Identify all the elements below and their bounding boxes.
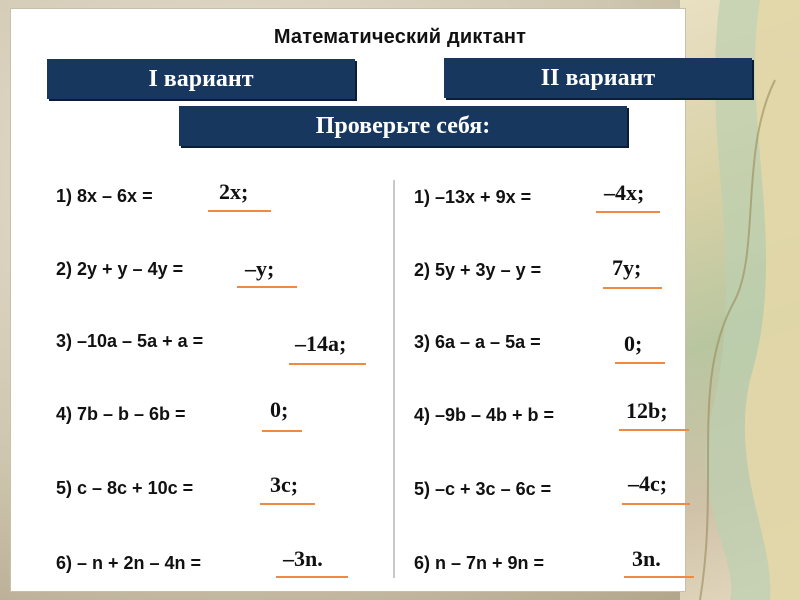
left-expr-6: 6) – n + 2n – 4n = — [56, 553, 202, 573]
right-answer-4: 12b; — [626, 398, 668, 423]
left-answer-line-4 — [262, 430, 302, 432]
left-expr-5: 5) c – 8c + 10c = — [56, 478, 194, 498]
right-answer-line-1 — [596, 211, 660, 213]
left-answer-1: 2x; — [219, 179, 249, 204]
variant-1-banner: I вариант — [47, 59, 355, 99]
variant-2-banner: II вариант — [444, 58, 752, 98]
left-answer-5: 3c; — [270, 472, 299, 497]
right-answer-5: –4c; — [628, 471, 668, 496]
right-answer-line-2 — [603, 287, 662, 289]
left-answer-line-3 — [289, 363, 366, 365]
right-expr-2: 2) 5y + 3y – y = — [414, 260, 542, 280]
right-answer-2: 7y; — [612, 255, 642, 280]
right-answer-3: 0; — [624, 331, 643, 356]
right-expr-6: 6) n – 7n + 9n = — [414, 553, 545, 573]
left-answer-2: –y; — [245, 256, 275, 281]
right-expr-3: 3) 6a – a – 5a = — [414, 332, 541, 352]
right-answer-1: –4x; — [604, 180, 645, 205]
left-answer-3: –14a; — [295, 331, 347, 356]
right-answer-line-4 — [619, 429, 689, 431]
left-expr-3: 3) –10a – 5a + a = — [56, 331, 204, 351]
left-expr-1: 1) 8x – 6x = — [56, 186, 153, 206]
right-answer-6: 3n. — [632, 546, 661, 571]
column-divider — [393, 180, 395, 578]
slide-title: Математический диктант — [273, 26, 527, 48]
right-expr-1: 1) –13x + 9x = — [414, 187, 532, 207]
right-answer-line-6 — [624, 576, 694, 578]
left-expr-2: 2) 2y + y – 4y = — [56, 259, 184, 279]
left-answer-line-5 — [260, 503, 315, 505]
right-answer-line-3 — [615, 362, 665, 364]
left-answer-line-1 — [208, 210, 271, 212]
right-expr-4: 4) –9b – 4b + b = — [414, 405, 555, 425]
right-expr-5: 5) –c + 3c – 6c = — [414, 479, 552, 499]
left-answer-4: 0; — [270, 397, 289, 422]
left-answer-6: –3n. — [283, 546, 323, 571]
right-answer-line-5 — [622, 503, 690, 505]
check-yourself-banner: Проверьте себя: — [179, 106, 627, 146]
left-answer-line-6 — [276, 576, 348, 578]
left-expr-4: 4) 7b – b – 6b = — [56, 404, 186, 424]
left-answer-line-2 — [237, 286, 297, 288]
